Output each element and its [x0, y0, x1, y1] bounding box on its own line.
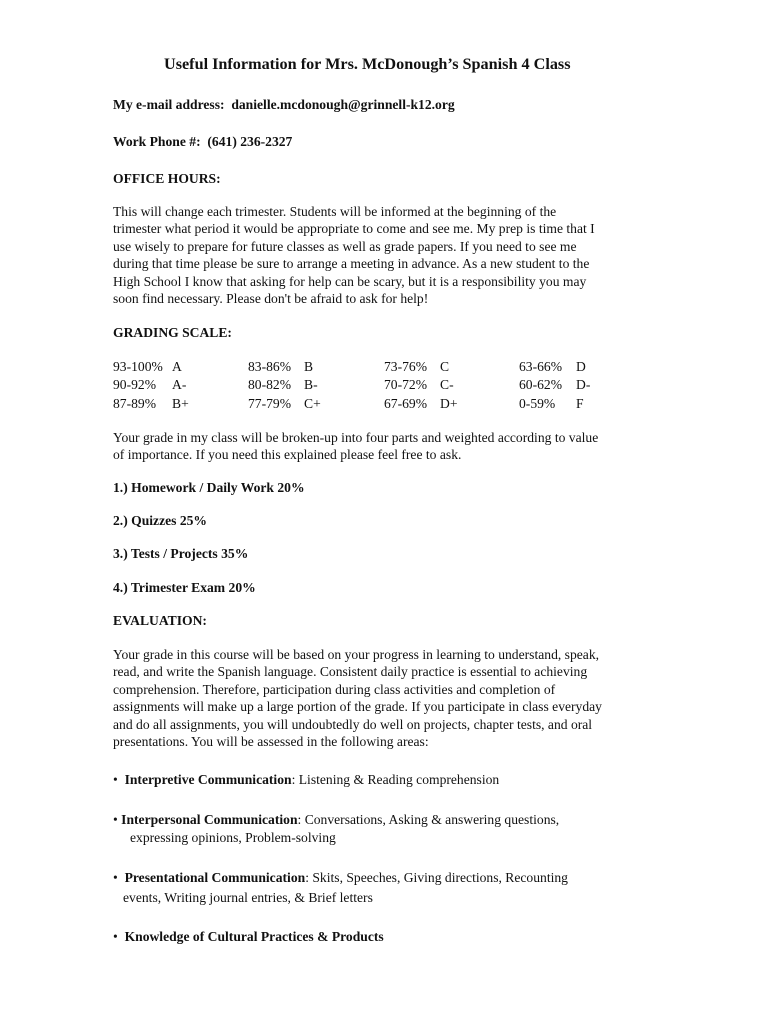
paragraph-line: use wisely to prepare for future classes as well as grade papers. If you need to see me [113, 238, 577, 254]
paragraph-line: comprehension. Therefore, participation during class activities and completion of [113, 681, 556, 697]
paragraph-line: during that time please be sure to arrange a meeting in advance. As a new student to the [113, 256, 590, 272]
grade-range: 93-100% [113, 359, 163, 374]
area-term: Presentational Communication [124, 870, 306, 885]
evaluation-heading: EVALUATION: [113, 613, 207, 628]
area-presentational [113, 870, 568, 886]
grade-letter: D [576, 359, 586, 374]
grade-letter: F [576, 396, 584, 411]
area-interpretive [113, 772, 499, 788]
area-term: Interpersonal Communication [121, 812, 298, 827]
phone-label: Work Phone #: [113, 134, 201, 149]
paragraph-line: This will change each trimester. Students will be informed at the beginning of the [113, 204, 557, 219]
grade-letter: C+ [304, 396, 321, 411]
grade-range: 63-66% [519, 359, 563, 374]
bullet-icon: • [113, 812, 118, 827]
evaluation-paragraph [113, 646, 693, 750]
paragraph-line: soon find necessary. Please don't be afraid to ask for help! [113, 291, 429, 307]
bullet-icon: • [113, 870, 118, 885]
grade-letter: C- [440, 377, 454, 392]
paragraph-line: assignments will make up a large portion of the grade. If you participate in class everyday [113, 699, 602, 715]
grade-range: 90-92% [113, 377, 157, 392]
grading-scale-heading: GRADING SCALE: [113, 325, 232, 340]
paragraph-line: and do all assignments, you will undoubtedly do well on projects, chapter tests, and oral [113, 716, 593, 732]
area-description: : Conversations, Asking & answering questions, [297, 812, 560, 827]
grade-range: 83-86% [248, 359, 292, 374]
bullet-icon: • [113, 772, 118, 787]
weighting-intro [113, 429, 673, 464]
area-description: : Skits, Speeches, Giving directions, Recounting [305, 870, 568, 885]
grade-range: 67-69% [384, 396, 428, 411]
area-description: : Listening & Reading comprehension [291, 772, 500, 787]
paragraph-line: Your grade in my class will be broken-up into four parts and weighted according to value [113, 430, 599, 445]
phone-value: (641) 236-2327 [207, 134, 293, 149]
document-title: Useful Information for Mrs. McDonough’s Spanish 4 Class [164, 55, 571, 73]
grade-letter: D- [576, 377, 591, 392]
paragraph-line: trimester what period it would be appropriate to come and see me. My prep is time that I [113, 221, 595, 237]
email-label: My e-mail address: [113, 97, 225, 112]
area-term: Knowledge of Cultural Practices & Products [124, 929, 384, 944]
area-description-continued: events, Writing journal entries, & Brief letters [123, 890, 373, 905]
grade-range: 73-76% [384, 359, 428, 374]
grade-letter: B [304, 359, 314, 374]
grade-letter: A [172, 359, 182, 374]
weight-item-tests: 3.) Tests / Projects 35% [113, 546, 249, 561]
grade-range: 80-82% [248, 377, 292, 392]
office-hours-paragraph [113, 203, 673, 307]
grade-range: 70-72% [384, 377, 428, 392]
grade-letter: B- [304, 377, 318, 392]
weight-item-homework: 1.) Homework / Daily Work 20% [113, 480, 305, 495]
area-term: Interpretive Communication [124, 772, 292, 787]
paragraph-line: presentations. You will be assessed in the following areas: [113, 734, 429, 750]
office-hours-heading: OFFICE HOURS: [113, 171, 221, 186]
paragraph-line: of importance. If you need this explained please feel free to ask. [113, 447, 462, 463]
grade-letter: B+ [172, 396, 189, 411]
weight-item-exam: 4.) Trimester Exam 20% [113, 580, 256, 595]
email-line [113, 97, 455, 113]
grade-range: 77-79% [248, 396, 292, 411]
grade-range: 87-89% [113, 396, 157, 411]
paragraph-line: Your grade in this course will be based on your progress in learning to understand, speak, [113, 647, 600, 662]
paragraph-line: read, and write the Spanish language. Consistent daily practice is essential to achieving [113, 664, 588, 680]
bullet-icon: • [113, 929, 118, 944]
grade-letter: A- [172, 377, 187, 392]
area-cultural [113, 929, 384, 945]
area-interpersonal [113, 812, 559, 828]
grade-range: 0-59% [519, 396, 556, 411]
grade-letter: C [440, 359, 450, 374]
area-description-continued: expressing opinions, Problem-solving [130, 830, 336, 845]
weight-item-quizzes: 2.) Quizzes 25% [113, 513, 208, 528]
grade-letter: D+ [440, 396, 458, 411]
paragraph-line: High School I know that asking for help can be scary, but it is a responsibility you may [113, 273, 587, 289]
phone-line [113, 134, 292, 150]
email-value: danielle.mcdonough@grinnell-k12.org [231, 97, 455, 112]
grade-range: 60-62% [519, 377, 563, 392]
